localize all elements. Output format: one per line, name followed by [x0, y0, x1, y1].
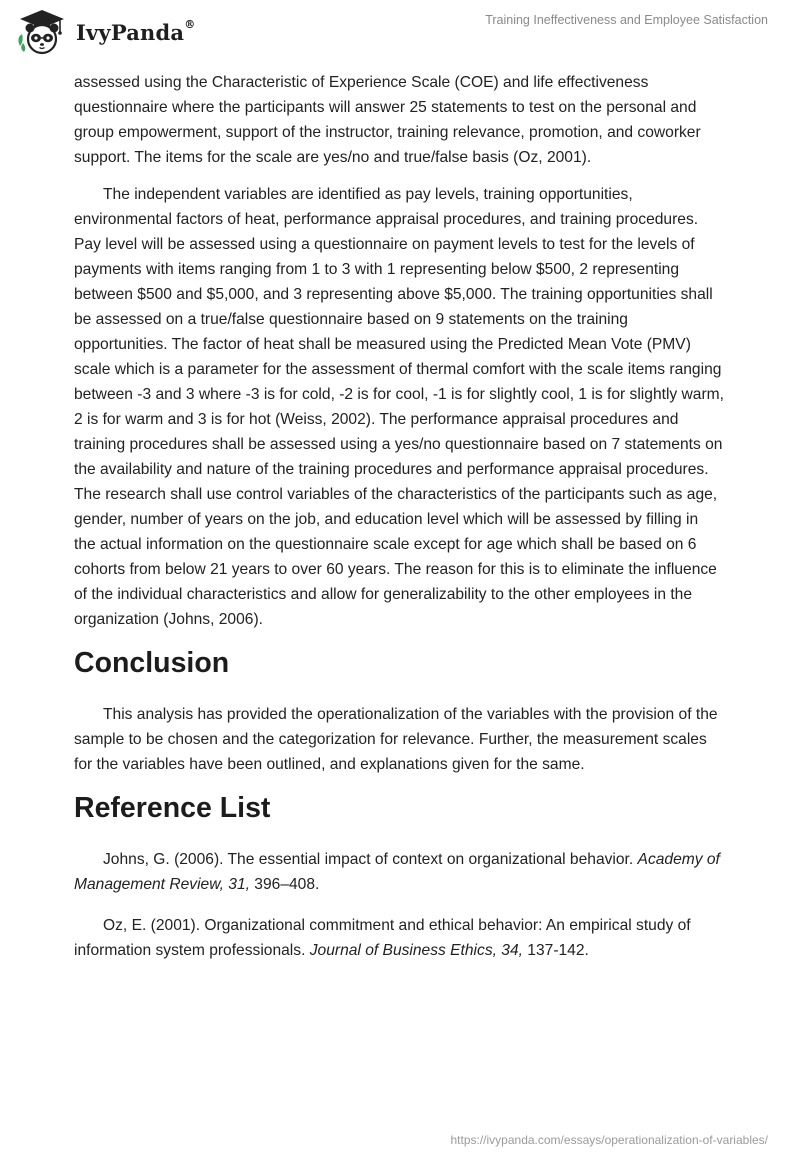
- panda-graduate-icon: [14, 8, 70, 56]
- reference-item: Johns, G. (2006). The essential impact of context on organizational behavior. Academy of Management Review, 31, 396–408.: [74, 851, 720, 893]
- conclusion-paragraph: This analysis has provided the operationalization of the variables with the provision of the sample to be chosen and the categorization for relevance. Further, the measurement scales for the variables have been outlined, and explanations given for the same.: [74, 706, 718, 773]
- document-title: Training Ineffectiveness and Employee Satisfaction: [485, 13, 768, 27]
- reference-journal: Academy of Management Review, 31,: [74, 851, 720, 893]
- body-paragraph-continued: assessed using the Characteristic of Experience Scale (COE) and life effectiveness questionnaire where the participants will answer 25 statements to test on the personal and group empowerment, support of the instructor, training relevance, promotion, and coworker support. The items for the scale are yes/no and true/false basis (Oz, 2001).: [74, 74, 701, 166]
- source-url[interactable]: https://ivypanda.com/essays/operationalization-of-variables/: [450, 1133, 768, 1147]
- page-header: [0, 0, 800, 62]
- reference-journal: Journal of Business Ethics, 34,: [309, 942, 523, 959]
- conclusion-heading: Conclusion: [74, 647, 230, 679]
- reference-item: Oz, E. (2001). Organizational commitment and ethical behavior: An empirical study of information system professionals. Journal of Business Ethics, 34, 137-142.: [74, 917, 691, 959]
- essay-body: [74, 70, 724, 979]
- brand-name: IvyPanda®: [76, 17, 196, 45]
- body-paragraph-variables: The independent variables are identified as pay levels, training opportunities, environmental factors of heat, performance appraisal procedures, and training procedures. Pay level will be assessed using a questionnaire on payment levels to test for the levels of payments with items ranging from 1 to 3 with 1 representing below $500, 2 representing between $500 and $5,000, and 3 representing above $5,000. The training opportunities shall be assessed on a true/false questionnaire based on 9 statements on the training opportunities. The factor of heat shall be measured using the Predicted Mean Vote (PMV) scale which is a parameter for the assessment of thermal comfort with the scale items ranging between -3 and 3 where -3 is for cold, -2 is for cool, -1 is for slightly cool, 1 is for slightly warm, 2 is for warm and 3 is for hot (Weiss, 2002). The performance appraisal procedures and training procedures shall be assessed using a yes/no questionnaire based on 7 statements on the availability and nature of the training procedures and performance appraisal procedures. The research shall use control variables of the characteristics of the participants such as age, gender, number of years on the job, and education level which will be assessed by filling in the actual information on the questionnaire scale except for age which shall be based on 6 cohorts from below 21 years to over 60 years. The reason for this is to eliminate the influence of the individual characteristics and allow for generalizability to the other employees in the organization (Johns, 2006).: [74, 186, 724, 628]
- brand-logo[interactable]: [14, 8, 195, 56]
- reference-list-heading: Reference List: [74, 792, 271, 824]
